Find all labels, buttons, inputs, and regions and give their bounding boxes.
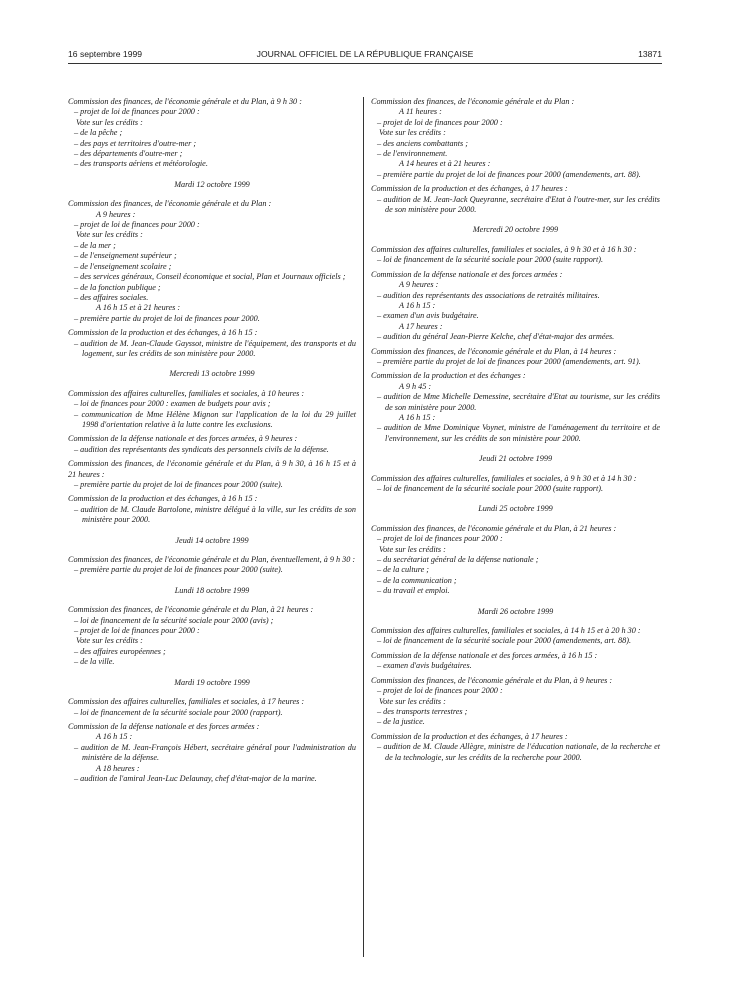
commission-heading: Commission de la défense nationale et des forces armées : — [68, 721, 260, 731]
agenda-item: – de la mer ; — [74, 240, 116, 250]
meeting-date: Mardi 12 octobre 1999 — [174, 179, 250, 189]
session-time: A 9 heures : — [96, 209, 136, 219]
commission-heading: Commission des finances, de l'économie générale et du Plan : — [371, 97, 575, 106]
meeting-date: Mercredi 13 octobre 1999 — [169, 369, 255, 379]
agenda-item: – première partie du projet de loi de finances pour 2000 (suite). — [74, 480, 283, 489]
agenda-item: – examen d'avis budgétaires. — [377, 661, 472, 671]
agenda-item: – projet de loi de finances pour 2000 : — [377, 117, 503, 127]
agenda-item: – de la justice. — [377, 717, 425, 727]
commission-heading: Commission de la production et des échanges, à 16 h 15 : — [68, 494, 258, 504]
agenda-item: – de l'enseignement supérieur ; — [74, 251, 177, 261]
meeting-date: Lundi 18 octobre 1999 — [174, 585, 250, 595]
agenda-item: – projet de loi de finances pour 2000 : — [74, 626, 200, 636]
right-column — [371, 97, 660, 763]
commission-heading: Commission des finances, de l'économie générale et du Plan, à 21 heures : — [371, 523, 617, 533]
agenda-item: – de la ville. — [74, 657, 115, 667]
session-time: A 17 heures : — [399, 321, 443, 331]
session-time: A 14 heures et à 21 heures : — [399, 159, 491, 169]
agenda-item: – audition de M. Claude Bartolone, ministre délégué à la ville, sur les crédits de son ministère pour 2000. — [74, 504, 356, 525]
vote-heading: Vote sur les crédits : — [379, 544, 446, 554]
agenda-item: – loi de financement de la sécurité sociale pour 2000 (avis) ; — [74, 615, 274, 625]
meeting-date: Mardi 19 octobre 1999 — [174, 677, 250, 687]
session-time: A 16 h 15 : — [96, 732, 133, 742]
vote-heading: Vote sur les crédits : — [76, 230, 143, 240]
commission-heading: Commission des affaires culturelles, familiales et sociales, à 9 h 30 et à 14 h 30 : — [371, 473, 637, 483]
left-column — [68, 97, 356, 784]
agenda-item: – de la culture ; — [377, 565, 429, 575]
commission-heading: Commission des finances, de l'économie générale et du Plan, à 21 heures : — [68, 605, 314, 615]
vote-heading: Vote sur les crédits : — [76, 117, 143, 127]
agenda-item: – audition de M. Claude Allègre, ministre de l'éducation nationale, de la recherche et de la technologie, sur les crédits de la recherche pour 2000. — [377, 742, 660, 762]
agenda-item: – communication de Mme Hélène Mignon sur l'application de la loi du 29 juillet 1998 d'orientation relative à la lutte contre les exclusions. — [74, 409, 356, 429]
agenda-item: – audition de Mme Dominique Voynet, ministre de l'aménagement du territoire et de l'environnement, sur les crédits de son ministère pour 2000. — [377, 423, 660, 443]
agenda-item: – audition des représentants des associations de retraités militaires. — [377, 290, 600, 300]
session-time: A 16 h 15 : — [399, 412, 436, 422]
meeting-date: Jeudi 14 octobre 1999 — [175, 535, 249, 545]
agenda-item: – audition du général Jean-Pierre Kelche, chef d'état-major des armées. — [377, 332, 615, 342]
header-rule — [68, 63, 662, 64]
agenda-item: – des affaires européennes ; — [74, 646, 166, 656]
commission-heading: Commission des affaires culturelles, familiales et sociales, à 14 h 15 et à 20 h 30 : — [371, 626, 641, 636]
commission-heading: Commission des finances, de l'économie générale et du Plan, à 9 h 30, à 16 h 15 et à 21 heures : — [68, 459, 356, 479]
header-date: 16 septembre 1999 — [68, 49, 143, 59]
commission-heading: Commission de la production et des échanges, à 17 heures : — [371, 184, 568, 194]
commission-heading: Commission de la production et des échanges, à 16 h 15 : — [68, 328, 258, 338]
session-time: A 9 heures : — [399, 280, 439, 290]
agenda-item: – projet de loi de finances pour 2000 : — [377, 534, 503, 544]
page-number: 13871 — [638, 49, 662, 59]
agenda-item: – de la fonction publique ; — [74, 282, 161, 292]
header-title: JOURNAL OFFICIEL DE LA RÉPUBLIQUE FRANÇAISE — [256, 49, 474, 59]
agenda-item: – audition de M. Jean-François Hébert, secrétaire général pour l'administration du ministère de la défense. — [74, 742, 356, 763]
session-time: A 16 h 15 et à 21 heures : — [96, 303, 181, 313]
commission-heading: Commission des finances, de l'économie générale et du Plan, à 14 heures : — [371, 346, 617, 356]
session-time: A 9 h 45 : — [399, 381, 432, 391]
agenda-item: – des transports terrestres ; — [377, 706, 468, 716]
meeting-date: Mercredi 20 octobre 1999 — [472, 225, 559, 235]
commission-heading: Commission des finances, de l'économie générale et du Plan : — [68, 199, 272, 209]
agenda-item: – audition de l'amiral Jean-Luc Delaunay, chef d'état-major de la marine. — [74, 773, 317, 783]
agenda-item: – audition de M. Jean-Claude Gayssot, ministre de l'équipement, des transports et du logement, sur les crédits de son ministère pour 2000. — [74, 338, 356, 358]
commission-heading: Commission de la production et des échanges : — [371, 371, 526, 381]
agenda-item: – audition de Mme Michelle Demessine, secrétaire d'Etat au tourisme, sur les crédits de son ministère pour 2000. — [377, 392, 660, 412]
agenda-item: – des transports aériens et météorologie. — [74, 159, 208, 169]
agenda-item: – des services généraux, Conseil économique et social, Plan et Journaux officiels ; — [74, 272, 346, 282]
agenda-item: – loi de financement de la sécurité sociale pour 2000 (suite rapport). — [377, 484, 604, 493]
commission-heading: Commission de la production et des échanges, à 17 heures : — [371, 731, 568, 741]
vote-heading: Vote sur les crédits : — [76, 636, 143, 646]
commission-heading: Commission des finances, de l'économie générale et du Plan, à 9 heures : — [371, 675, 613, 685]
agenda-item: – audition des représentants des syndicats des personnels civils de la défense. — [74, 444, 329, 454]
column-divider — [363, 97, 364, 957]
agenda-item: – des anciens combattants ; — [377, 138, 468, 148]
agenda-item: – des départements d'outre-mer ; — [74, 149, 183, 159]
agenda-item: – première partie du projet de loi de finances pour 2000 (amendements, art. 91). — [377, 356, 641, 366]
session-time: A 18 heures : — [96, 763, 140, 773]
session-time: A 16 h 15 : — [399, 300, 436, 310]
agenda-item: – projet de loi de finances pour 2000 : — [74, 220, 200, 230]
agenda-item: – de la pêche ; — [74, 128, 123, 138]
agenda-item: – première partie du projet de loi de finances pour 2000 (suite). — [74, 565, 283, 575]
vote-heading: Vote sur les crédits : — [379, 128, 446, 138]
agenda-item: – du secrétariat général de la défense nationale ; — [377, 555, 539, 565]
commission-heading: Commission des affaires culturelles, familiales et sociales, à 10 heures : — [68, 388, 305, 398]
commission-heading: Commission des finances, de l'économie générale et du Plan, à 9 h 30 : — [68, 97, 302, 106]
agenda-item: – projet de loi de finances pour 2000 : — [377, 686, 503, 696]
agenda-item: – des affaires sociales. — [74, 292, 149, 302]
agenda-item: – de l'enseignement scolaire ; — [74, 261, 172, 271]
agenda-item: – examen d'un avis budgétaire. — [377, 311, 479, 321]
agenda-item: – de la communication ; — [377, 575, 457, 585]
agenda-item: – loi de finances pour 2000 : examen de budgets pour avis ; — [74, 399, 271, 409]
vote-heading: Vote sur les crédits : — [379, 696, 446, 706]
commission-heading: Commission de la défense nationale et des forces armées : — [371, 269, 563, 279]
agenda-item: – audition de M. Jean-Jack Queyranne, secrétaire d'Etat à l'outre-mer, sur les crédits de son ministère pour 2000. — [377, 194, 660, 215]
agenda-item: – des pays et territoires d'outre-mer ; — [74, 138, 197, 148]
agenda-item: – loi de financement de la sécurité sociale pour 2000 (suite rapport). — [377, 255, 604, 265]
meeting-date: Mardi 26 octobre 1999 — [477, 606, 554, 616]
agenda-item: – loi de financement de la sécurité sociale pour 2000 (amendements, art. 88). — [377, 636, 631, 646]
commission-heading: Commission de la défense nationale et des forces armées, à 16 h 15 : — [371, 650, 598, 660]
agenda-item: – première partie du projet de loi de finances pour 2000 (amendements, art. 88). — [377, 169, 641, 179]
session-time: A 11 heures : — [399, 107, 442, 117]
commission-heading: Commission des affaires culturelles, familiales et sociales, à 17 heures : — [68, 697, 305, 707]
agenda-item: – première partie du projet de loi de finances pour 2000. — [74, 313, 260, 323]
meeting-date: Jeudi 21 octobre 1999 — [478, 454, 553, 464]
meeting-date: Lundi 25 octobre 1999 — [478, 504, 553, 514]
commission-heading: Commission de la défense nationale et des forces armées, à 9 heures : — [68, 434, 298, 444]
agenda-item: – du travail et emploi. — [377, 586, 450, 596]
commission-heading: Commission des finances, de l'économie générale et du Plan, éventuellement, à 9 h 30 : — [68, 555, 356, 565]
commission-heading: Commission des affaires culturelles, familiales et sociales, à 9 h 30 et à 16 h 30 : — [371, 244, 637, 254]
page-header — [68, 49, 662, 63]
agenda-item: – projet de loi de finances pour 2000 : — [74, 107, 200, 117]
agenda-item: – loi de financement de la sécurité sociale pour 2000 (rapport). — [74, 707, 283, 717]
agenda-item: – de l'environnement. — [377, 149, 448, 159]
